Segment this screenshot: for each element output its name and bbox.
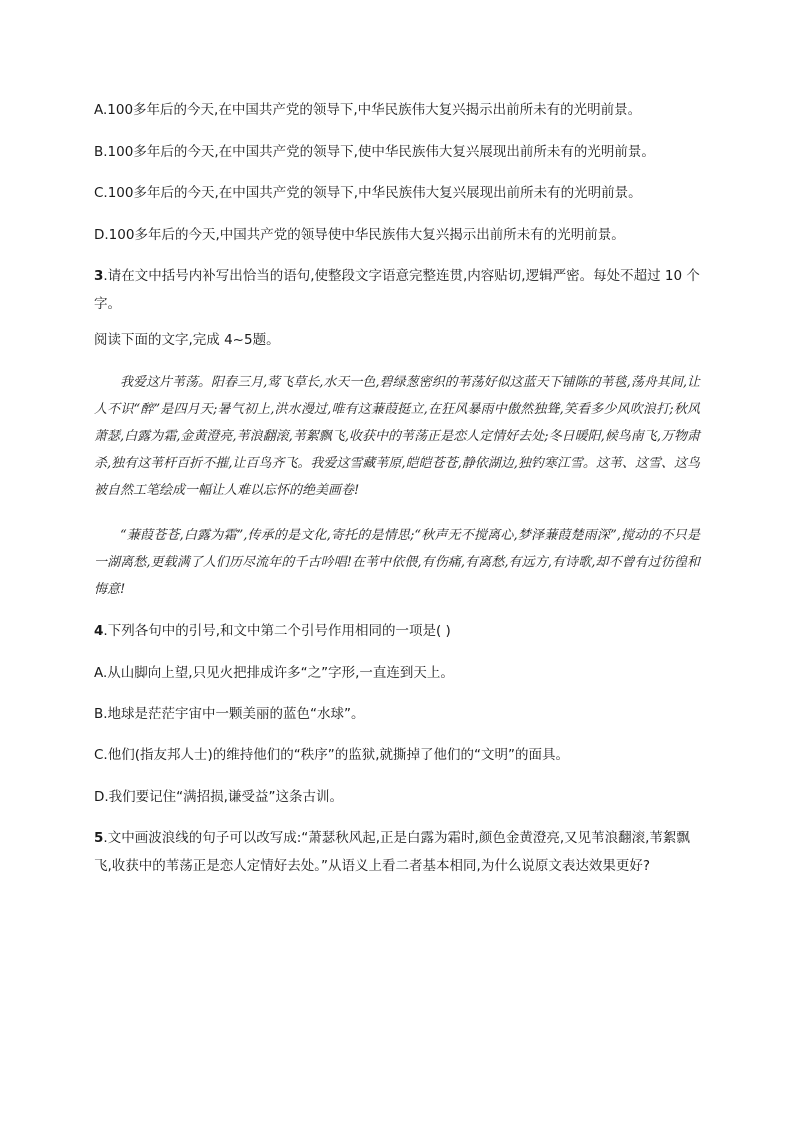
q2-option-c: C.100多年后的今天,在中国共产党的领导下,中华民族伟大复兴展现出前所未有的光明前景。 [94,185,642,201]
passage-paragraph-2: “蒹葭苍苍,白露为霜”,传承的是文化,寄托的是情思;“秋声无不搅离心,梦泽蒹葭楚雨深”,搅动的不只是一湖离愁,更载满了人们历尽流年的千古吟唱!在苇中依偎,有伤痛,有离愁,有远方,有诗歌,却不曾有过彷徨和悔意! [94,528,700,597]
question-5-number: 5 [94,830,104,846]
q4-option-c: C.他们(指友邦人士)的维持他们的“秩序”的监狱,就撕掉了他们的“文明”的面具。 [94,747,570,763]
passage-paragraph-1: 我爱这片苇荡。阳春三月,莺飞草长,水天一色,碧绿葱密织的苇荡好似这蓝天下铺陈的苇毯,荡舟其间,让人不识“醉”是四月天;暑气初上,洪水漫过,唯有这蒹葭挺立,在狂风暴雨中傲然独聳,笑看多少风吹浪打;秋风萧瑟,白露为霜,金黄澄亮,苇浪翻滚,苇絮飘飞,收获中的苇荡正是恋人定情好去处;冬日暖阳,候鸟南飞,万物肃杀,独有这苇杆百折不摧,让百鸟齐飞。我爱这雪藏苇原,皑皑苍苍,静依湖边,独钓寒江雪。这苇、这雪、这鸟被自然工笔绘成一幅让人难以忘怀的绝美画卷! [94,375,700,498]
question-3-number: 3 [94,268,104,284]
question-3 [94,262,700,318]
q2-option-d: D.100多年后的今天,中国共产党的领导使中华民族伟大复兴揭示出前所未有的光明前景。 [94,227,625,243]
q2-option-a: A.100多年后的今天,在中国共产党的领导下,中华民族伟大复兴揭示出前所未有的光明前景。 [94,102,642,118]
q4-option-a: A.从山脚向上望,只见火把排成许多“之”字形,一直连到天上。 [94,665,454,681]
question-4-number: 4 [94,623,104,639]
question-5-text: .文中画波浪线的句子可以改写成:“萧瑟秋风起,正是白露为霜时,颜色金黄澄亮,又见苇浪翻滚,苇絮飘飞,收获中的苇荡正是恋人定情好去处。”从语义上看二者基本相同,为什么说原文表达效果更好? [94,830,690,874]
question-5 [94,824,700,880]
reading-intro: 阅读下面的文字,完成 4~5题。 [94,332,280,348]
q4-option-d: D.我们要记住“满招损,谦受益”这条古训。 [94,789,343,805]
question-4-stem [94,621,700,641]
question-4-text: .下列各句中的引号,和文中第二个引号作用相同的一项是( ) [103,623,451,639]
question-3-text: .请在文中括号内补写出恰当的语句,使整段文字语意完整连贯,内容贴切,逻辑严密。每处不超过 10 个字。 [94,268,700,312]
q2-option-b: B.100多年后的今天,在中国共产党的领导下,使中华民族伟大复兴展现出前所未有的光明前景。 [94,144,655,160]
q4-option-b: B.地球是茫茫宇宙中一颗美丽的蓝色“水球”。 [94,706,365,722]
